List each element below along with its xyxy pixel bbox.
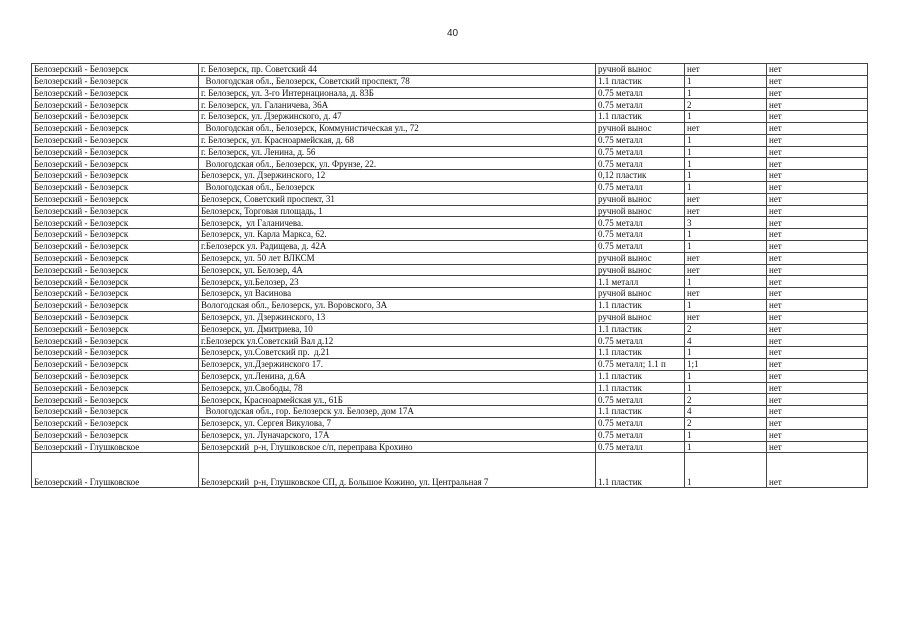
table-row — [32, 335, 868, 347]
container-type-cell: 0.75 металл — [596, 158, 685, 170]
table-row — [32, 276, 868, 288]
address-cell: г. Белозерск, ул. 3-го Интернационала, д. 83Б — [199, 87, 596, 99]
container-type-cell: 1.1 пластик — [596, 382, 685, 394]
address-cell: Белозерск, ул Васинова — [199, 288, 596, 300]
container-type-cell: 0.75 металл; 1.1 п — [596, 358, 685, 370]
address-cell: Вологодская обл., Белозерск, Советский проспект, 78 — [199, 75, 596, 87]
address-cell: Белозерск, ул Галаничева. — [199, 217, 596, 229]
extra-cell: нет — [767, 311, 868, 323]
district-cell: Белозерский - Белозерск — [32, 382, 199, 394]
extra-cell: нет — [767, 394, 868, 406]
district-cell: Белозерский - Белозерск — [32, 99, 199, 111]
container-type-cell: 1.1 пластик — [596, 299, 685, 311]
district-cell: Белозерский - Белозерск — [32, 264, 199, 276]
container-count-cell: 2 — [685, 99, 767, 111]
district-cell: Белозерский - Белозерск — [32, 75, 199, 87]
district-cell: Белозерский - Белозерск — [32, 347, 199, 359]
address-cell: Белозерск, ул.Белозер, 23 — [199, 276, 596, 288]
container-count-cell: 1 — [685, 170, 767, 182]
extra-cell: нет — [767, 87, 868, 99]
table-row — [32, 181, 868, 193]
container-count-cell: 1 — [685, 87, 767, 99]
container-count-cell: 1 — [685, 276, 767, 288]
district-cell: Белозерский - Глушковское — [32, 441, 199, 453]
table-row — [32, 111, 868, 123]
district-cell: Белозерский - Белозерск — [32, 358, 199, 370]
container-type-cell: 0.75 металл — [596, 87, 685, 99]
container-type-cell: ручной вынос — [596, 193, 685, 205]
address-cell: Белозерск, Советский проспект, 31 — [199, 193, 596, 205]
table-row — [32, 217, 868, 229]
table-row — [32, 417, 868, 429]
table-row — [32, 299, 868, 311]
table-row — [32, 158, 868, 170]
extra-cell: нет — [767, 170, 868, 182]
container-type-cell: ручной вынос — [596, 122, 685, 134]
address-cell: г.Белозерск ул. Радищева, д. 42А — [199, 240, 596, 252]
container-type-cell: 0.75 металл — [596, 240, 685, 252]
table-row — [32, 382, 868, 394]
table-row — [32, 229, 868, 241]
table-row — [32, 122, 868, 134]
container-type-cell: ручной вынос — [596, 64, 685, 76]
extra-cell: нет — [767, 288, 868, 300]
container-count-cell: нет — [685, 193, 767, 205]
district-cell: Белозерский - Белозерск — [32, 193, 199, 205]
extra-cell: нет — [767, 406, 868, 418]
container-count-cell: 2 — [685, 323, 767, 335]
container-type-cell: ручной вынос — [596, 252, 685, 264]
address-cell: г. Белозерск, ул. Красноармейская, д. 68 — [199, 134, 596, 146]
extra-cell: нет — [767, 252, 868, 264]
container-type-cell: 0.75 металл — [596, 181, 685, 193]
address-cell: Вологодская обл., Белозерск, ул. Воровского, 3А — [199, 299, 596, 311]
table-row — [32, 406, 868, 418]
table-row — [32, 311, 868, 323]
container-count-cell: 3 — [685, 217, 767, 229]
table-row — [32, 370, 868, 382]
table-row — [32, 453, 868, 488]
container-type-cell: ручной вынос — [596, 264, 685, 276]
table-row — [32, 252, 868, 264]
container-count-cell: 2 — [685, 417, 767, 429]
district-cell: Белозерский - Белозерск — [32, 111, 199, 123]
container-type-cell: 0.75 металл — [596, 134, 685, 146]
address-cell: Белозерский р-н, Глушковское СП, д. Большое Кожино, ул. Центральная 7 — [199, 453, 596, 488]
district-cell: Белозерский - Белозерск — [32, 170, 199, 182]
container-type-cell: ручной вынос — [596, 311, 685, 323]
extra-cell: нет — [767, 193, 868, 205]
container-type-cell: 1.1 пластик — [596, 347, 685, 359]
address-cell: г. Белозерск, ул. Галаничева, 36А — [199, 99, 596, 111]
extra-cell: нет — [767, 429, 868, 441]
district-cell: Белозерский - Белозерск — [32, 205, 199, 217]
container-count-cell: 1 — [685, 347, 767, 359]
district-cell: Белозерский - Белозерск — [32, 158, 199, 170]
extra-cell: нет — [767, 347, 868, 359]
address-cell: Белозерск, ул. Карла Маркса, 62. — [199, 229, 596, 241]
extra-cell: нет — [767, 382, 868, 394]
district-cell: Белозерский - Белозерск — [32, 252, 199, 264]
address-cell: Вологодская обл., Белозерск — [199, 181, 596, 193]
table-row — [32, 288, 868, 300]
extra-cell: нет — [767, 441, 868, 453]
extra-cell: нет — [767, 99, 868, 111]
container-type-cell: 1.1 пластик — [596, 111, 685, 123]
district-cell: Белозерский - Белозерск — [32, 134, 199, 146]
container-type-cell: 0.75 металл — [596, 99, 685, 111]
district-cell: Белозерский - Белозерск — [32, 229, 199, 241]
registry-table — [31, 63, 868, 488]
table-row — [32, 205, 868, 217]
address-cell: Вологодская обл., Белозерск, Коммунистическая ул., 72 — [199, 122, 596, 134]
district-cell: Белозерский - Белозерск — [32, 64, 199, 76]
address-cell: Белозерск, ул. Дзержинского, 12 — [199, 170, 596, 182]
table-row — [32, 323, 868, 335]
district-cell: Белозерский - Белозерск — [32, 276, 199, 288]
extra-cell: нет — [767, 146, 868, 158]
container-type-cell: 0.75 металл — [596, 335, 685, 347]
container-type-cell: 0.75 металл — [596, 441, 685, 453]
container-type-cell: 0.75 металл — [596, 429, 685, 441]
address-cell: Белозерск, Торговая площадь, 1 — [199, 205, 596, 217]
district-cell: Белозерский - Белозерск — [32, 370, 199, 382]
address-cell: г.Белозерск ул.Советский Вал д.12 — [199, 335, 596, 347]
extra-cell: нет — [767, 229, 868, 241]
extra-cell: нет — [767, 205, 868, 217]
district-cell: Белозерский - Белозерск — [32, 146, 199, 158]
extra-cell: нет — [767, 264, 868, 276]
table-row — [32, 264, 868, 276]
address-cell: Белозерск, ул.Свободы, 78 — [199, 382, 596, 394]
container-count-cell: 1 — [685, 240, 767, 252]
container-count-cell: нет — [685, 311, 767, 323]
district-cell: Белозерский - Белозерск — [32, 217, 199, 229]
container-count-cell: 1 — [685, 229, 767, 241]
container-count-cell: 1 — [685, 382, 767, 394]
extra-cell: нет — [767, 358, 868, 370]
district-cell: Белозерский - Белозерск — [32, 288, 199, 300]
extra-cell: нет — [767, 370, 868, 382]
container-count-cell: 1 — [685, 75, 767, 87]
container-type-cell: 0.75 металл — [596, 217, 685, 229]
extra-cell: нет — [767, 64, 868, 76]
extra-cell: нет — [767, 111, 868, 123]
container-type-cell: 1.1 пластик — [596, 75, 685, 87]
address-cell: Белозерск, ул.Ленина, д.6А — [199, 370, 596, 382]
table-row — [32, 347, 868, 359]
district-cell: Белозерский - Белозерск — [32, 335, 199, 347]
address-cell: Белозерск, ул. Дзержинского, 13 — [199, 311, 596, 323]
extra-cell: нет — [767, 323, 868, 335]
container-type-cell: 1.1 пластик — [596, 370, 685, 382]
container-type-cell: 0,12 пластик — [596, 170, 685, 182]
container-count-cell: 4 — [685, 335, 767, 347]
container-count-cell: 1 — [685, 134, 767, 146]
container-count-cell: 1 — [685, 181, 767, 193]
container-count-cell: 1 — [685, 146, 767, 158]
extra-cell: нет — [767, 158, 868, 170]
container-count-cell: 2 — [685, 394, 767, 406]
table-row — [32, 394, 868, 406]
district-cell: Белозерский - Белозерск — [32, 311, 199, 323]
address-cell: г. Белозерск, ул. Дзержинского, д. 47 — [199, 111, 596, 123]
container-type-cell: 0.75 металл — [596, 394, 685, 406]
district-cell: Белозерский - Белозерск — [32, 87, 199, 99]
container-count-cell: нет — [685, 205, 767, 217]
container-count-cell: нет — [685, 264, 767, 276]
container-count-cell: 1 — [685, 370, 767, 382]
address-cell: Вологодская обл., Белозерск, ул. Фрунзе, 22. — [199, 158, 596, 170]
address-cell: г. Белозерск, пр. Советский 44 — [199, 64, 596, 76]
address-cell: Белозерск, ул. Дмитриева, 10 — [199, 323, 596, 335]
address-cell: Белозерск, ул. 50 лет ВЛКСМ — [199, 252, 596, 264]
container-count-cell: нет — [685, 64, 767, 76]
container-count-cell: 1 — [685, 158, 767, 170]
table-row — [32, 429, 868, 441]
container-type-cell: 0.75 металл — [596, 146, 685, 158]
container-type-cell: 1.1 пластик — [596, 323, 685, 335]
extra-cell: нет — [767, 75, 868, 87]
address-cell: Белозерск, ул. Луначарского, 17А — [199, 429, 596, 441]
page-number: 40 — [446, 28, 459, 39]
container-count-cell: 1 — [685, 111, 767, 123]
extra-cell: нет — [767, 181, 868, 193]
container-type-cell: 1.1 пластик — [596, 406, 685, 418]
extra-cell: нет — [767, 335, 868, 347]
address-cell: Белозерск, ул. Белозер, 4А — [199, 264, 596, 276]
table-row — [32, 99, 868, 111]
container-type-cell: 1.1 пластик — [596, 453, 685, 488]
extra-cell: нет — [767, 453, 868, 488]
district-cell: Белозерский - Белозерск — [32, 429, 199, 441]
container-count-cell: 1 — [685, 429, 767, 441]
district-cell: Белозерский - Белозерск — [32, 240, 199, 252]
table-row — [32, 87, 868, 99]
district-cell: Белозерский - Белозерск — [32, 181, 199, 193]
address-cell: Белозерский р-н, Глушковское с/п, переправа Крохино — [199, 441, 596, 453]
container-type-cell: 0.75 металл — [596, 417, 685, 429]
table-row — [32, 240, 868, 252]
table-row — [32, 75, 868, 87]
table-row — [32, 170, 868, 182]
container-count-cell: 1 — [685, 299, 767, 311]
district-cell: Белозерский - Белозерск — [32, 394, 199, 406]
container-count-cell: нет — [685, 252, 767, 264]
address-cell: Белозерск, ул. Сергея Викулова, 7 — [199, 417, 596, 429]
extra-cell: нет — [767, 240, 868, 252]
container-type-cell: 1.1 металл — [596, 276, 685, 288]
district-cell: Белозерский - Глушковское — [32, 453, 199, 488]
container-count-cell: 1 — [685, 441, 767, 453]
container-count-cell: нет — [685, 122, 767, 134]
extra-cell: нет — [767, 217, 868, 229]
district-cell: Белозерский - Белозерск — [32, 122, 199, 134]
address-cell: г. Белозерск, ул. Ленина, д. 56 — [199, 146, 596, 158]
table-row — [32, 441, 868, 453]
container-type-cell: 0.75 металл — [596, 229, 685, 241]
table-row — [32, 358, 868, 370]
address-cell: Белозерск, ул.Советский пр. д.21 — [199, 347, 596, 359]
extra-cell: нет — [767, 276, 868, 288]
extra-cell: нет — [767, 299, 868, 311]
container-count-cell: нет — [685, 288, 767, 300]
container-count-cell: 1;1 — [685, 358, 767, 370]
container-type-cell: ручной вынос — [596, 205, 685, 217]
district-cell: Белозерский - Белозерск — [32, 417, 199, 429]
table-row — [32, 193, 868, 205]
container-count-cell: 1 — [685, 453, 767, 488]
district-cell: Белозерский - Белозерск — [32, 406, 199, 418]
container-count-cell: 4 — [685, 406, 767, 418]
district-cell: Белозерский - Белозерск — [32, 299, 199, 311]
address-cell: Белозерск, Красноармейская ул., 61Б — [199, 394, 596, 406]
extra-cell: нет — [767, 122, 868, 134]
registry-table-body — [32, 64, 868, 488]
container-type-cell: ручной вынос — [596, 288, 685, 300]
extra-cell: нет — [767, 417, 868, 429]
table-row — [32, 64, 868, 76]
address-cell: Вологодская обл., гор. Белозерск ул. Белозер, дом 17А — [199, 406, 596, 418]
table-row — [32, 134, 868, 146]
extra-cell: нет — [767, 134, 868, 146]
district-cell: Белозерский - Белозерск — [32, 323, 199, 335]
table-row — [32, 146, 868, 158]
address-cell: Белозерск, ул.Дзержинского 17. — [199, 358, 596, 370]
